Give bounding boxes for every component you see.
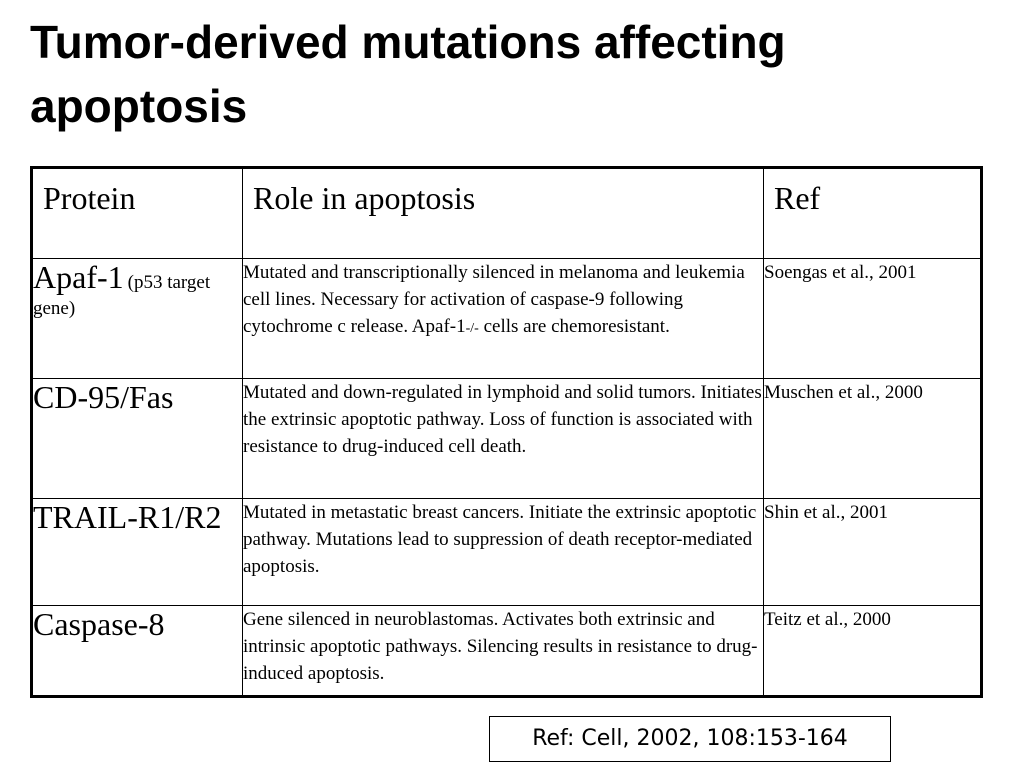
table-row bbox=[32, 379, 982, 499]
header-ref: Ref bbox=[764, 168, 982, 259]
protein-cell bbox=[32, 379, 243, 499]
protein-name: Apaf-1 bbox=[33, 259, 124, 295]
ref-cell: Soengas et al., 2001 bbox=[764, 259, 982, 379]
slide-title: Tumor-derived mutations affecting apoptosis bbox=[30, 16, 786, 132]
table-row bbox=[32, 259, 982, 379]
protein-cell bbox=[32, 499, 243, 606]
protein-note: (p53 target gene) bbox=[33, 272, 211, 319]
table-row bbox=[32, 499, 982, 606]
protein-cell bbox=[32, 259, 243, 379]
ref-cell: Muschen et al., 2000 bbox=[764, 379, 982, 499]
table-header-row bbox=[32, 168, 982, 259]
apoptosis-mutations-table bbox=[30, 166, 983, 698]
table-row bbox=[32, 606, 982, 697]
protein-name: CD-95/Fas bbox=[33, 379, 174, 415]
citation-box: Ref: Cell, 2002, 108:153-164 bbox=[489, 716, 891, 762]
ref-cell: Shin et al., 2001 bbox=[764, 499, 982, 606]
header-protein: Protein bbox=[32, 168, 243, 259]
role-cell: Gene silenced in neuroblastomas. Activates both extrinsic and intrinsic apoptotic pathways. Silencing results in resistance to drug-induced apoptosis. bbox=[243, 606, 764, 697]
role-genotype-note: -/- bbox=[465, 321, 479, 336]
header-role: Role in apoptosis bbox=[243, 168, 764, 259]
protein-name: Caspase-8 bbox=[33, 606, 165, 642]
role-cell bbox=[243, 259, 764, 379]
role-text: Mutated and transcriptionally silenced in melanoma and leukemia cell lines. Necessary for activation of caspase-9 following cytochrome c release. Apaf-1 bbox=[243, 262, 745, 337]
protein-name: TRAIL-R1/R2 bbox=[33, 499, 222, 535]
role-cell: Mutated in metastatic breast cancers. Initiate the extrinsic apoptotic pathway. Mutations lead to suppression of death receptor-mediated apoptosis. bbox=[243, 499, 764, 606]
role-text-tail: cells are chemoresistant. bbox=[478, 316, 670, 337]
protein-cell bbox=[32, 606, 243, 697]
ref-cell: Teitz et al., 2000 bbox=[764, 606, 982, 697]
role-cell: Mutated and down-regulated in lymphoid and solid tumors. Initiates the extrinsic apoptotic pathway. Loss of function is associated with resistance to drug-induced cell death. bbox=[243, 379, 764, 499]
